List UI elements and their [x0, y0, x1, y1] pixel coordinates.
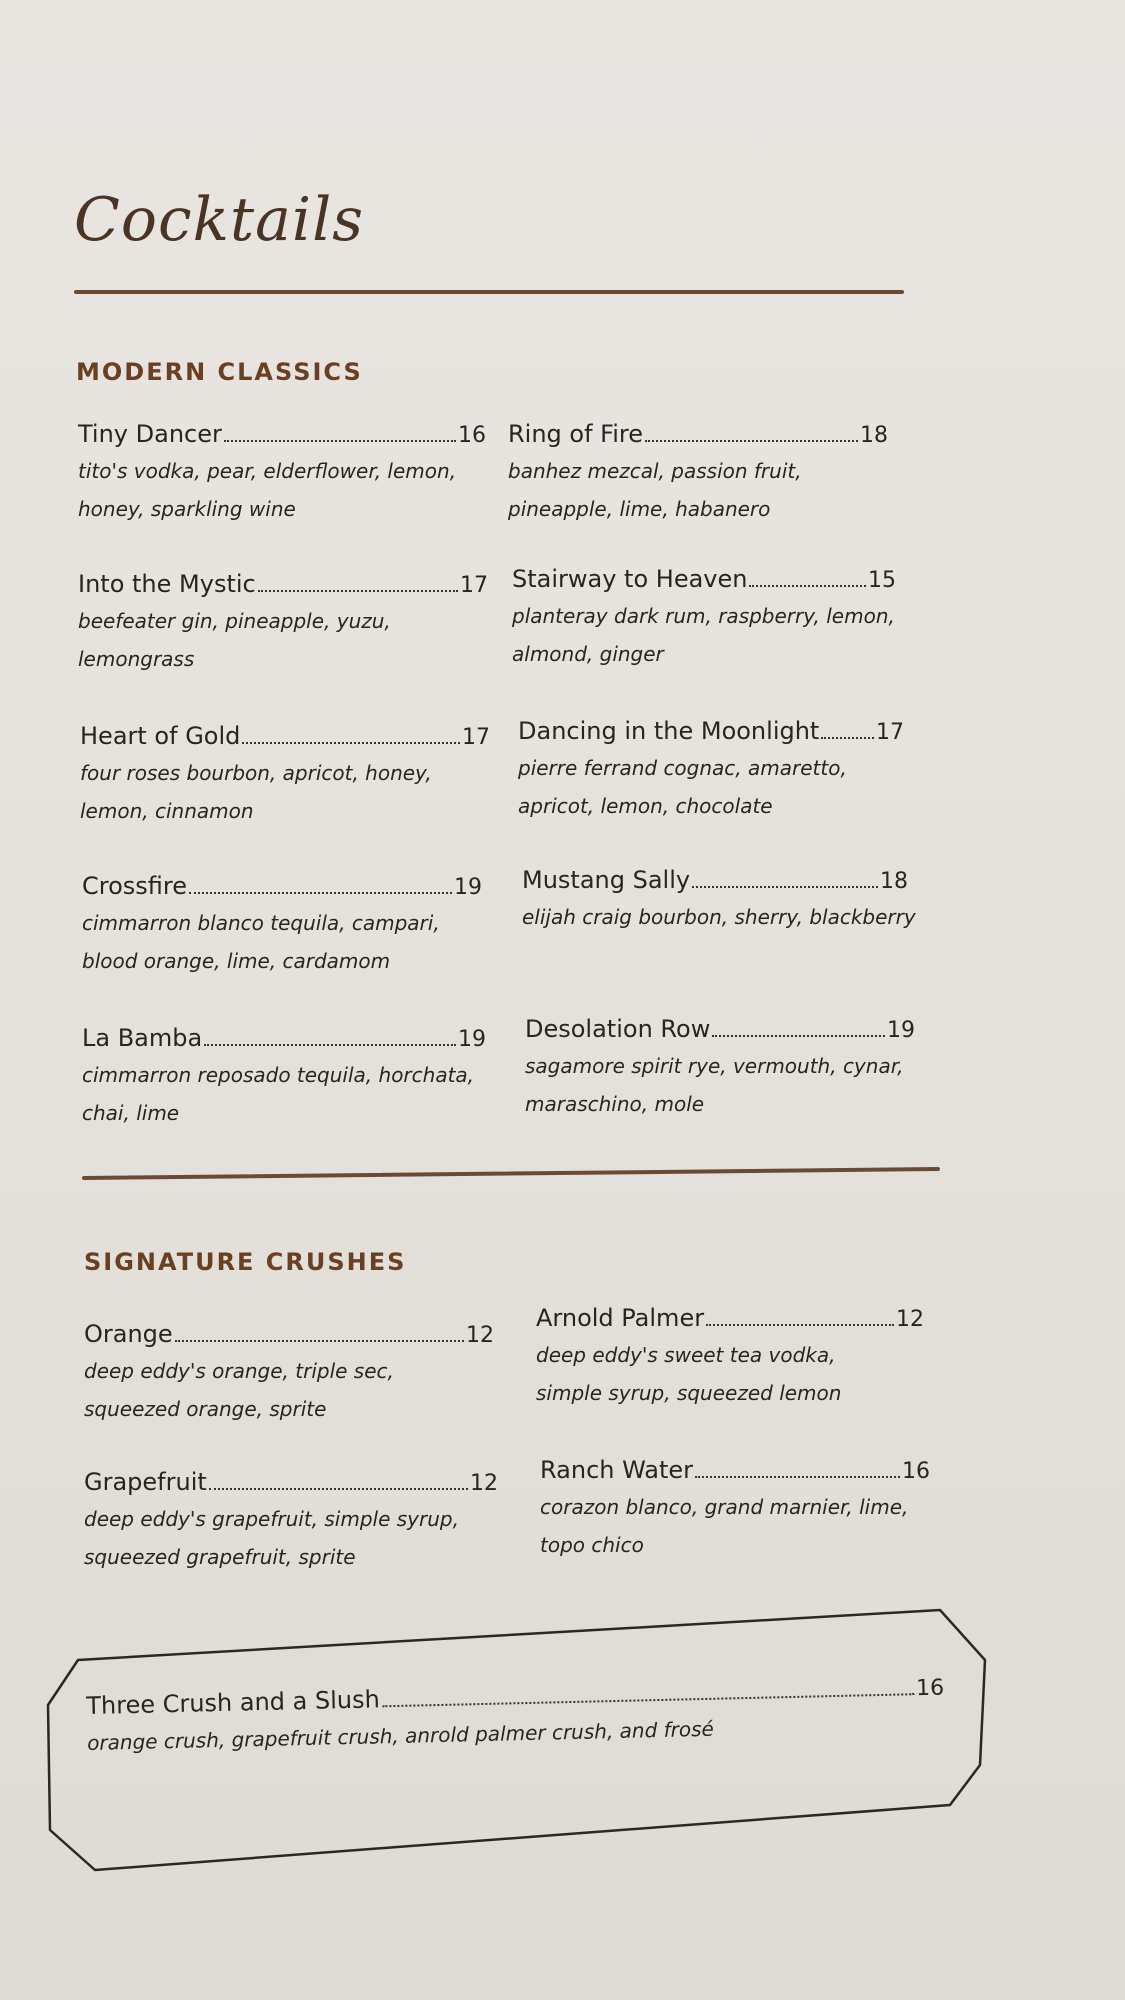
- description-line: elijah craig bourbon, sherry, blackberry: [522, 905, 916, 929]
- description-line: corazon blanco, grand marnier, lime,: [540, 1495, 909, 1519]
- description-line: squeezed orange, sprite: [84, 1397, 327, 1421]
- description-line: cimmarron blanco tequila, campari,: [82, 911, 440, 935]
- item-price: 16: [902, 1459, 930, 1484]
- item-name: Heart of Gold: [80, 722, 241, 750]
- item-name: Tiny Dancer: [78, 420, 222, 448]
- item-name: Orange: [84, 1320, 173, 1348]
- description-line: apricot, lemon, chocolate: [518, 794, 773, 818]
- item-price: 18: [880, 869, 908, 894]
- description-line: squeezed grapefruit, sprite: [84, 1545, 356, 1569]
- description-line: blood orange, lime, cardamom: [82, 949, 391, 973]
- item-price: 12: [896, 1307, 924, 1332]
- section-heading-modern-classics: MODERN CLASSICS: [76, 358, 363, 386]
- item-price: 16: [915, 1675, 945, 1702]
- description-line: sagamore spirit rye, vermouth, cynar,: [525, 1054, 904, 1078]
- item-name: Grapefruit: [84, 1468, 207, 1496]
- item-name: Stairway to Heaven: [512, 565, 748, 593]
- item-price: 17: [462, 725, 490, 750]
- description-line: planteray dark rum, raspberry, lemon,: [512, 604, 895, 628]
- menu-title: Cocktails: [74, 185, 365, 255]
- description-line: chai, lime: [82, 1101, 180, 1125]
- item-name: Ranch Water: [540, 1456, 694, 1484]
- item-price: 15: [868, 568, 896, 593]
- description-line: topo chico: [540, 1533, 644, 1557]
- description-line: deep eddy's sweet tea vodka,: [536, 1343, 836, 1367]
- description-line: cimmarron reposado tequila, horchata,: [82, 1063, 475, 1087]
- description-line: honey, sparkling wine: [78, 497, 296, 521]
- description-line: deep eddy's orange, triple sec,: [84, 1359, 394, 1383]
- item-name: La Bamba: [82, 1024, 203, 1052]
- item-price: 19: [458, 1027, 486, 1052]
- leader-dots: [382, 1692, 914, 1707]
- item-name: Mustang Sally: [522, 866, 691, 894]
- item-name: Desolation Row: [525, 1015, 711, 1043]
- item-price: 12: [466, 1323, 494, 1348]
- item-price: 12: [470, 1471, 498, 1496]
- description-line: maraschino, mole: [525, 1092, 705, 1116]
- section-heading-signature-crushes: SIGNATURE CRUSHES: [84, 1248, 407, 1276]
- description-line: lemongrass: [78, 647, 195, 671]
- item-name: Dancing in the Moonlight: [518, 717, 820, 745]
- description-line: simple syrup, squeezed lemon: [536, 1381, 842, 1405]
- description-line: deep eddy's grapefruit, simple syrup,: [84, 1507, 459, 1531]
- description-line: pierre ferrand cognac, amaretto,: [518, 756, 847, 780]
- description-line: four roses bourbon, apricot, honey,: [80, 761, 432, 785]
- description-line: pineapple, lime, habanero: [508, 497, 771, 521]
- item-price: 19: [454, 875, 482, 900]
- item-name: Into the Mystic: [78, 570, 256, 598]
- description-line: beefeater gin, pineapple, yuzu,: [78, 609, 391, 633]
- item-price: 17: [876, 720, 904, 745]
- description-line: lemon, cinnamon: [80, 799, 254, 823]
- item-name: Arnold Palmer: [536, 1304, 705, 1332]
- description-line: tito's vodka, pear, elderflower, lemon,: [78, 459, 457, 483]
- item-name: Crossfire: [82, 872, 188, 900]
- description-line: banhez mezcal, passion fruit,: [508, 459, 802, 483]
- item-price: 19: [887, 1018, 915, 1043]
- item-price: 17: [460, 573, 488, 598]
- item-name: Ring of Fire: [508, 420, 644, 448]
- item-name: Three Crush and a Slush: [86, 1685, 381, 1720]
- description-line: almond, ginger: [512, 642, 664, 666]
- item-price: 16: [458, 423, 486, 448]
- item-price: 18: [860, 423, 888, 448]
- item-description: orange crush, grapefruit crush, anrold palmer crush, and frosé: [86, 1716, 715, 1755]
